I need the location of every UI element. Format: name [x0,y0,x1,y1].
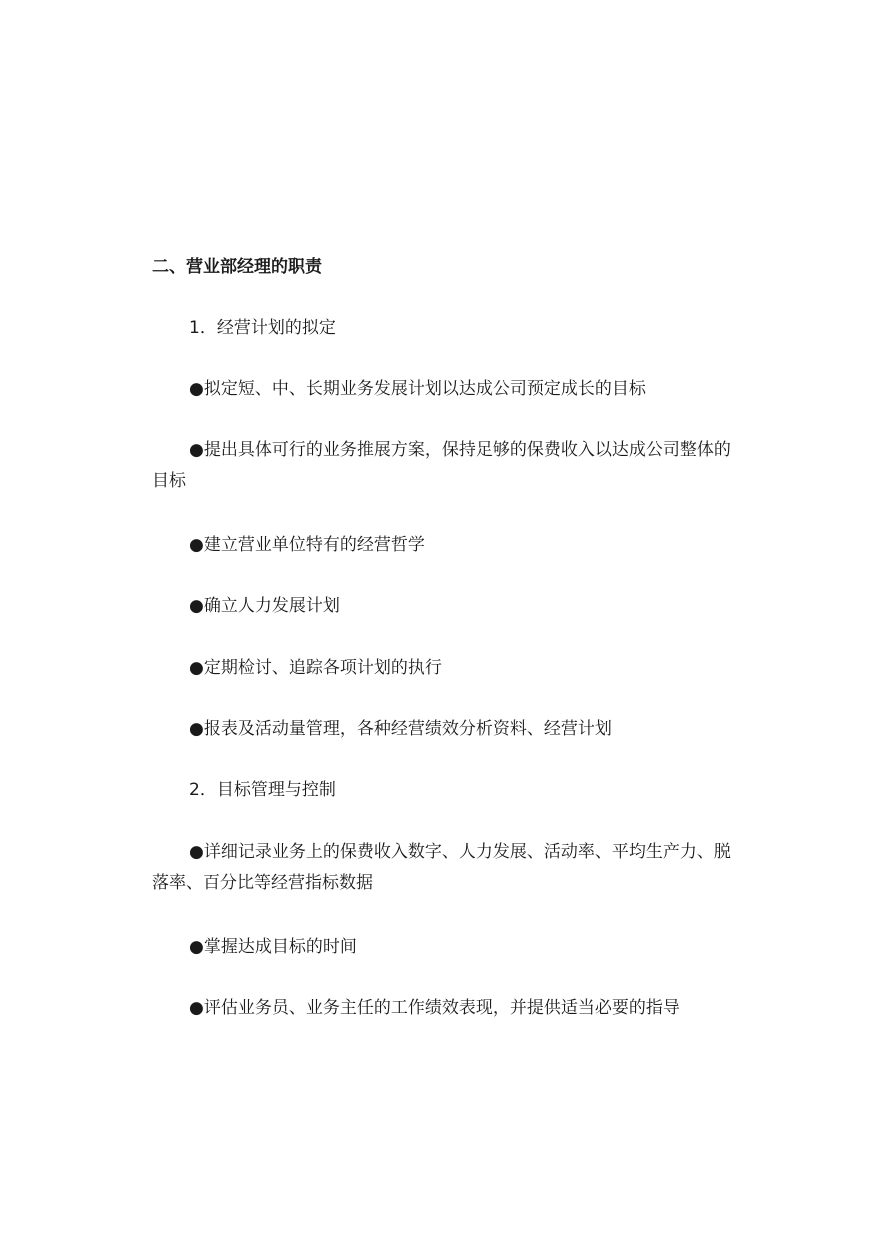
bullet-item: ●确立人力发展计划 [189,596,340,616]
section-title: 二、营业部经理的职责 [152,257,322,277]
bullet-item: ●报表及活动量管理，各种经营绩效分析资料、经营计划 [189,719,612,739]
bullet-item: ●拟定短、中、长期业务发展计划以达成公司预定成长的目标 [189,379,646,399]
numbered-item-1: 1．经营计划的拟定 [189,318,336,338]
bullet-item: ●掌握达成目标的时间 [189,937,357,957]
bullet-item: ●提出具体可行的业务推展方案，保持足够的保费收入以达成公司整体的目标 [152,440,731,491]
bullet-item: ●详细记录业务上的保费收入数字、人力发展、活动率、平均生产力、脱落率、百分比等经营指标数据 [152,842,731,893]
bullet-item: ●评估业务员、业务主任的工作绩效表现，并提供适当必要的指导 [189,998,680,1018]
bullet-item: ●建立营业单位特有的经营哲学 [189,535,425,555]
numbered-item-2: 2．目标管理与控制 [189,780,336,800]
bullet-item: ●定期检讨、追踪各项计划的执行 [189,658,442,678]
